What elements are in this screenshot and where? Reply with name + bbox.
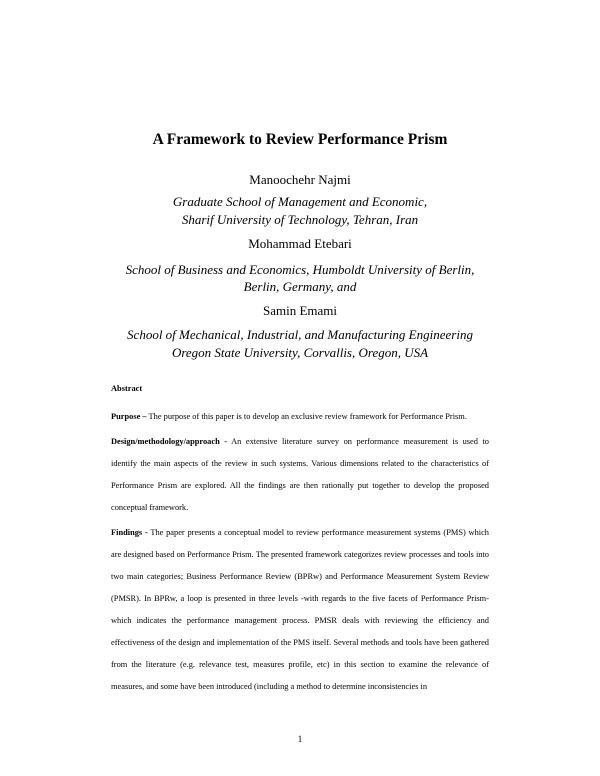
- author-affiliation-3-line-2: Oregon State University, Corvallis, Oregon, USA: [171, 345, 429, 360]
- author-affiliation-2-line-1: School of Business and Economics, Humboldt University of Berlin,: [125, 262, 475, 277]
- author-name-1: Manoochehr Najmi: [249, 172, 351, 187]
- design-text: An extensive literature survey on performance measurement is used to identify the main aspects of the review in such systems. Various dimensions related to the characteristics of Performance Prism are explored. All the findings are then rationally put together to develop the proposed conceptual framework.: [111, 437, 489, 512]
- purpose-text: The purpose of this paper is to develop an exclusive review framework for Performance Prism.: [146, 412, 467, 421]
- abstract-design: [111, 431, 489, 519]
- abstract-section: [111, 383, 489, 701]
- page-number: 1: [297, 734, 303, 744]
- author-affiliation-1-line-2: Sharif University of Technology, Tehran, Iran: [181, 212, 419, 227]
- author-affiliation-1-line-1: Graduate School of Management and Economic,: [172, 194, 428, 209]
- author-affiliation-2-line-2: Berlin, Germany, and: [243, 279, 357, 294]
- paper-title: A Framework to Review Performance Prism: [152, 131, 448, 148]
- abstract-purpose: [111, 406, 489, 428]
- abstract-heading: Abstract: [111, 384, 143, 393]
- findings-label: Findings -: [111, 528, 148, 537]
- author-affiliation-3-line-1: School of Mechanical, Industrial, and Manufacturing Engineering: [127, 327, 473, 342]
- findings-text: The paper presents a conceptual model to review performance measurement systems (PMS) which are designed based on Performance Prism. The presented framework categorizes review processes and tools into two main categories; Business Performance Review (BPRw) and Performance Measurement System Review (PMSR). In BPRw, a loop is presented in three levels -with regards to the five facets of Performance Prism- which indicates the performance management process. PMSR deals with reviewing the efficiency and effectiveness of the design and implementation of the PMS itself. Several methods and tools have been gathered from the literature (e.g. relevance test, measures profile, etc) in this section to examine the relevance of measures, and some have been introduced (including a method to determine inconsistencies in: [111, 528, 489, 691]
- purpose-label: Purpose –: [111, 412, 147, 421]
- abstract-findings: [111, 522, 489, 698]
- author-name-3: Samin Emami: [262, 303, 338, 318]
- author-name-2: Mohammad Etebari: [248, 236, 352, 251]
- design-label: Design/methodology/approach -: [111, 437, 228, 446]
